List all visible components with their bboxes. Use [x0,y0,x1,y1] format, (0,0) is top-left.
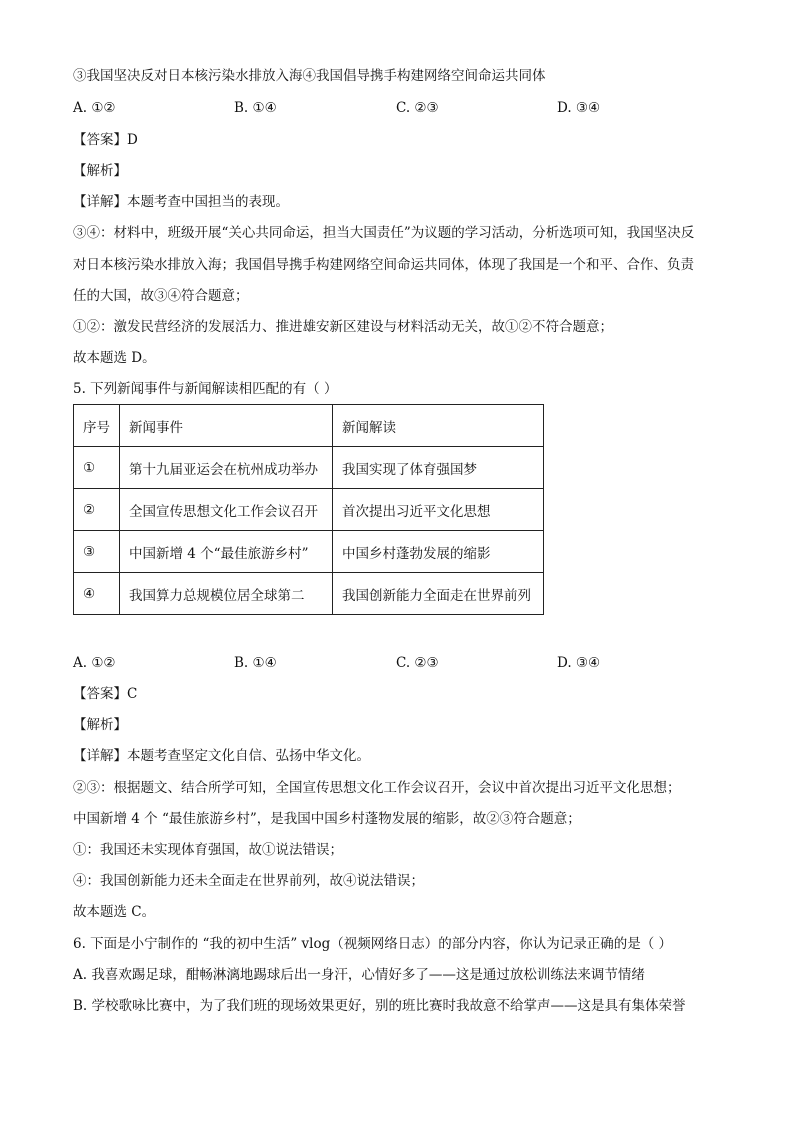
table-header-cell: 序号 [74,405,120,447]
q4-conclusion: 故本题选 D。 [73,350,156,366]
table-cell: 中国乡村蓬勃发展的缩影 [333,531,544,573]
table-cell: 中国新增 4 个“最佳旅游乡村” [120,531,333,573]
table-header-cell: 新闻解读 [333,405,544,447]
q5-explanation-line-1: ②③：根据题文、结合所学可知，全国宣传思想文化工作会议召开，会议中首次提出习近平文化思想； [73,780,681,796]
table-cell: 我国创新能力全面走在世界前列 [333,573,544,615]
q4-analysis-label: 【解析】 [73,163,127,179]
q5-option-d: D. ③④ [557,655,601,671]
table-header-row [74,405,544,447]
q4-detail: 【详解】本题考查中国担当的表现。 [73,194,289,210]
q4-explanation-line-3: 任的大国，故③④符合题意； [73,288,249,304]
q4-option-b: B. ①④ [234,100,277,116]
q4-option-d: D. ③④ [557,100,601,116]
table-row [74,447,544,489]
table-cell: ③ [74,531,120,573]
table-row [74,573,544,615]
q5-option-c: C. ②③ [396,655,439,671]
table-cell: 全国宣传思想文化工作会议召开 [120,489,333,531]
q5-explanation-line-4: ④：我国创新能力还未全面走在世界前列，故④说法错误； [73,873,424,889]
table-header-cell: 新闻事件 [120,405,333,447]
table-cell: 首次提出习近平文化思想 [333,489,544,531]
table-cell: ② [74,489,120,531]
table-cell: 我国实现了体育强国梦 [333,447,544,489]
q5-option-b: B. ①④ [234,655,277,671]
q4-explanation-line-4: ①②：激发民营经济的发展活力、推进雄安新区建设与材料活动无关，故①②不符合题意； [73,319,613,335]
q4-explanation-line-2: 对日本核污染水排放入海；我国倡导携手构建网络空间命运共同体，体现了我国是一个和平、合作、负责 [73,257,694,273]
q5-option-a: A. ①② [73,655,116,671]
q5-analysis-label: 【解析】 [73,717,127,733]
q5-explanation-line-2: 中国新增 4 个 “最佳旅游乡村”，是我国中国乡村蓬物发展的缩影，故②③符合题意； [73,811,581,827]
q5-conclusion: 故本题选 C。 [73,904,156,920]
news-table [73,404,544,615]
table-cell: ④ [74,573,120,615]
q5-explanation-line-3: ①：我国还未实现体育强国，故①说法错误； [73,842,343,858]
q4-option-line: ③我国坚决反对日本核污染水排放入海④我国倡导携手构建网络空间命运共同体 [73,68,546,84]
table-cell: 我国算力总规模位居全球第二 [120,573,333,615]
table-row [74,531,544,573]
table-row [74,489,544,531]
q4-option-a: A. ①② [73,100,116,116]
q6-stem: 6. 下面是小宁制作的 “我的初中生活” vlog（视频网络日志）的部分内容，你认为记录正确的是（ ） [73,936,673,952]
q4-explanation-line-1: ③④：材料中，班级开展“关心共同命运，担当大国责任”为议题的学习活动，分析选项可知，我国坚决反 [73,225,695,241]
q6-option-b: B. 学校歌咏比赛中，为了我们班的现场效果更好，别的班比赛时我故意不给掌声——这是具有集体荣誉 [73,998,686,1014]
q4-answer: 【答案】D [73,132,138,148]
q5-detail: 【详解】本题考查坚定文化自信、弘扬中华文化。 [73,748,370,764]
table-cell: ① [74,447,120,489]
q6-option-a: A. 我喜欢踢足球，酣畅淋漓地踢球后出一身汗，心情好多了——这是通过放松训练法来调节情绪 [73,967,645,983]
q5-answer: 【答案】C [73,686,138,702]
q4-option-c: C. ②③ [396,100,439,116]
q5-stem: 5. 下列新闻事件与新闻解读相匹配的有（ ） [73,381,338,397]
table-cell: 第十九届亚运会在杭州成功举办 [120,447,333,489]
